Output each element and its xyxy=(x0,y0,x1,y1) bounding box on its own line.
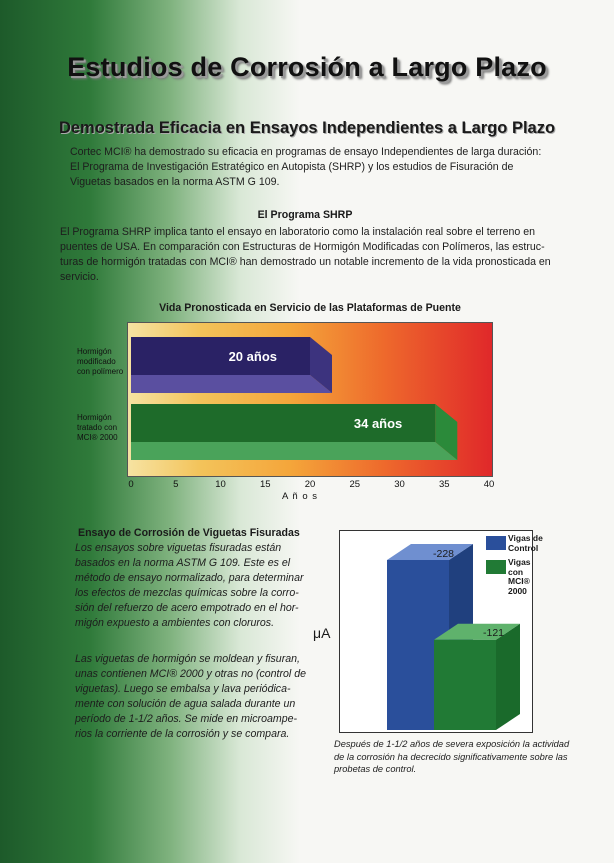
chart1-x-tick: 30 xyxy=(394,479,405,490)
shrp-line: El Programa SHRP implica tanto el ensayo en laboratorio como la instalación real sobre el terreno en xyxy=(60,226,536,238)
viguetas-line: rios la corriente de la corrosión y se compara. xyxy=(75,728,290,740)
viguetas-line: Las viguetas de hormigón se moldean y fisuran, xyxy=(75,653,300,665)
chart1-data-label: 20 años xyxy=(228,349,277,364)
chart1-bar xyxy=(131,337,310,375)
page-subtitle: Demostrada Eficacia en Ensayos Independientes a Largo Plazo xyxy=(58,119,556,137)
intro-line: El Programa de Investigación Estratégico en Autopista (SHRP) y los estudios de Fisuración de xyxy=(70,161,514,173)
caption-line: de la corrosión ha decrecido significativamente sobre las xyxy=(334,751,568,762)
chart1-title: Vida Pronosticada en Servicio de las Plataformas de Puente xyxy=(159,302,461,314)
chart2-bar-side xyxy=(496,624,520,730)
viguetas-line: sión del refuerzo de acero empotrado en el hor- xyxy=(75,602,299,614)
shrp-heading: El Programa SHRP xyxy=(257,209,353,221)
chart1-category-label: Hormigón tratado con MCI® 2000 xyxy=(77,413,118,442)
viguetas-line: viguetas). Luego se embalsa y lava periódica- xyxy=(75,683,291,695)
chart2-bar xyxy=(434,640,496,730)
chart1-x-tick: 25 xyxy=(349,479,361,490)
chart1-x-tick: 35 xyxy=(438,479,450,490)
chart1-x-tick: 20 xyxy=(304,479,316,490)
viguetas-paragraph-1 xyxy=(75,541,325,631)
viguetas-line: Los ensayos sobre viguetas fisuradas están xyxy=(75,542,282,554)
shrp-line: puentes de USA. En comparación con Estructuras de Hormigón Modificadas con Polímeros, las estruc- xyxy=(60,241,545,253)
legend-swatch-control xyxy=(486,536,506,550)
chart1-x-axis-label: A ñ o s xyxy=(281,491,319,502)
chart1-x-tick: 5 xyxy=(173,479,179,490)
page-title: Estudios de Corrosión a Largo Plazo xyxy=(67,52,547,82)
chart2-data-label-control: -228 xyxy=(433,548,455,560)
chart1-bar-base xyxy=(131,442,457,460)
shrp-line: servicio. xyxy=(60,271,99,283)
viguetas-line: basados en la norma ASTM G 109. Este es el xyxy=(75,557,291,569)
legend-item: Vigas con MCI® 2000 xyxy=(486,558,544,582)
chart1-bar-base xyxy=(131,375,332,393)
viguetas-heading: Ensayo de Corrosión de Viguetas Fisuradas xyxy=(78,527,300,539)
viguetas-paragraph-2 xyxy=(75,652,325,742)
chart2-y-axis-label: μA xyxy=(313,625,331,641)
chart2-legend xyxy=(486,533,544,596)
viguetas-line: método de ensayo normalizado, para determinar xyxy=(75,572,304,584)
chart1-x-tick: 40 xyxy=(483,479,495,490)
caption-line: Después de 1-1/2 años de severa exposición la actividad xyxy=(334,739,570,749)
viguetas-line: unas contienen MCI® 2000 y otras no (control de xyxy=(75,668,306,680)
intro-line: Viguetas basados en la norma ASTM G 109. xyxy=(70,176,280,188)
chart1-x-tick: 10 xyxy=(215,479,226,490)
legend-item: Vigas de Control xyxy=(486,534,544,558)
legend-swatch-mci xyxy=(486,560,506,574)
shrp-line: turas de hormigón tratadas con MCI® han demostrado un notable incremento de la vida pronosticada en xyxy=(60,256,551,268)
chart2-caption xyxy=(334,738,584,776)
viguetas-line: migón expuesto a ambientes con cloruros. xyxy=(75,617,275,629)
chart1-data-label: 34 años xyxy=(353,416,403,431)
chart2-data-label-mci: -121 xyxy=(483,627,505,639)
intro-line: Cortec MCI® ha demostrado su eficacia en programas de ensayo Independientes de larga duración: xyxy=(70,146,542,158)
chart1-x-tick: 0 xyxy=(128,479,134,490)
chart1-category-label: Hormigón modificado con polímero xyxy=(77,347,124,376)
caption-line: probetas de control. xyxy=(334,764,417,774)
chart1-x-tick: 15 xyxy=(259,479,271,490)
viguetas-line: los efectos de mezclas químicas sobre la corro- xyxy=(75,587,299,599)
viguetas-line: período de 1-1/2 años. Se mide en microampe- xyxy=(75,713,298,725)
viguetas-line: mente con solución de agua salada durante un xyxy=(75,698,296,710)
